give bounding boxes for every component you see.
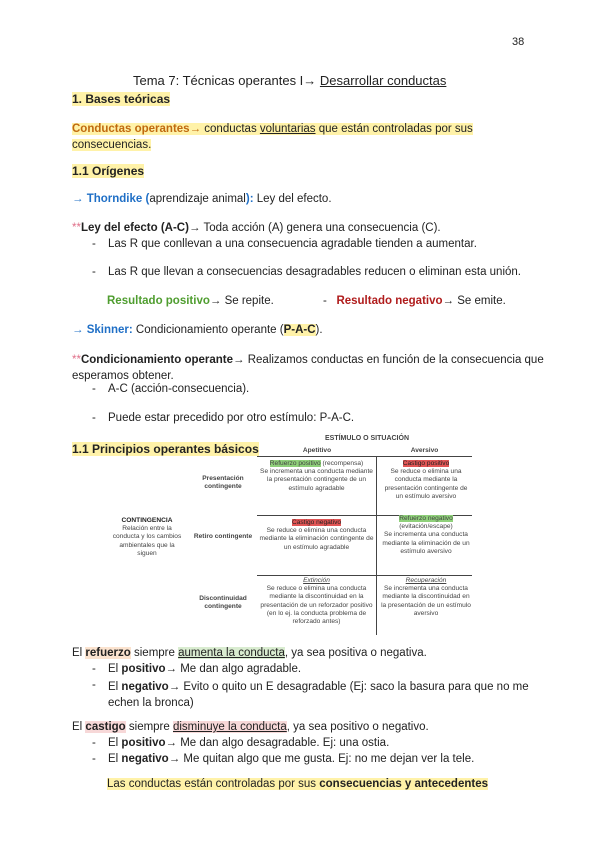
cond-title: Condicionamiento operante — [80, 354, 234, 366]
bullet-dash: - — [92, 753, 96, 765]
recuperacion-tag: Recuperación — [405, 577, 447, 584]
contingency-table — [112, 435, 473, 635]
table-row-group-title: CONTINGENCIA — [121, 517, 173, 524]
table-row-label: Presentación contingente — [202, 475, 244, 491]
bullet-dash: - — [92, 679, 96, 691]
bullet-dash: - — [92, 412, 96, 424]
table-col-aversivo: Aversivo — [410, 447, 439, 454]
cond-bullet-2: Puede estar precedido por otro estímulo: P-A-C. — [108, 412, 355, 424]
principles-heading: 1.1 Principios operantes básicos — [72, 442, 259, 456]
origins-heading: 1.1 Orígenes — [72, 164, 145, 178]
refuerzo-word: refuerzo — [85, 647, 131, 659]
castigo-mid: siempre — [125, 721, 173, 733]
refuerzo-pre: El — [72, 647, 86, 659]
castigo-bullet-1 — [108, 737, 389, 749]
page-number: 38 — [512, 36, 525, 48]
title-prefix: Tema 7: Técnicas operantes I→ — [133, 73, 320, 88]
refuerzo-post: , ya sea positiva o negativa. — [284, 647, 427, 659]
bullet-dash: - — [92, 266, 96, 278]
table-line — [257, 456, 472, 457]
bullet-dash: - — [92, 383, 96, 395]
table-row-group — [112, 517, 182, 558]
skinner-pac: P-A-C — [283, 324, 316, 336]
def-post: que están controladas por sus — [315, 123, 473, 135]
castigo-underlined: disminuye la conducta — [172, 721, 287, 733]
table-cell-text: Se reduce o elimina una conducta mediante la presentación contingente de un estímulo aversivo — [384, 468, 468, 500]
castigo-b1-rest: → Me dan algo desagradable. Ej: una ostia. — [165, 737, 390, 749]
table-cell-text: Se incrementa una conducta mediante la discontinuidad en la presentación de un estímulo aversivo — [381, 585, 471, 617]
result-negative — [323, 295, 506, 307]
cond-stars: ** — [72, 354, 81, 366]
skinner-close: ). — [315, 324, 323, 336]
thorndike-name: → Thorndike ( — [72, 193, 150, 205]
castigo-word: castigo — [85, 721, 126, 733]
castigo-b2-rest: → Me quitan algo que me gusta. Ej: no me dejan ver la tele. — [168, 753, 475, 765]
table-row-group-desc: Relación entre la conducta y los cambios ambientales que la siguen — [112, 525, 182, 557]
castigo-b1-label: positivo — [121, 737, 166, 749]
section-heading: 1. Bases teóricas — [72, 92, 171, 106]
result-negative-rest: → Se emite. — [442, 295, 506, 307]
refuerzo-negativo-tag: Refuerzo negativo — [399, 515, 453, 522]
bullet-dash: - — [92, 737, 96, 749]
page-title — [133, 73, 446, 88]
refuerzo-b1-label: positivo — [121, 663, 166, 675]
refuerzo-mid: siempre — [130, 647, 179, 659]
def-line2: consecuencias. — [72, 139, 152, 151]
cond-bullet-1: A-C (acción-consecuencia). — [108, 383, 250, 395]
refuerzo-positivo-tag: Refuerzo positivo — [269, 460, 321, 467]
result-positive-label: Resultado positivo — [107, 295, 210, 307]
table-tag-extra: (recompensa) — [320, 460, 364, 467]
refuerzo-line — [72, 647, 427, 659]
table-line — [257, 575, 472, 576]
table-cell-text: Se incrementa una conducta mediante la eliminación de un estímulo aversivo — [382, 531, 470, 555]
refuerzo-b2-rest: → Evito o quito un E desagradable (Ej: saco la basura para que no me — [168, 681, 529, 693]
def-pre: conductas — [201, 123, 260, 135]
skinner-rest: Condicionamiento operante ( — [132, 324, 284, 336]
thorndike-line — [72, 193, 332, 205]
thorndike-close: ): — [245, 193, 254, 205]
result-negative-label: Resultado negativo — [336, 295, 443, 307]
table-cell — [259, 577, 374, 633]
table-cell-text: Se incrementa una conducta mediante la presentación contingente de un estímulo agradable — [260, 468, 373, 492]
table-header: ESTÍMULO O SITUACIÓN — [325, 435, 409, 442]
table-cell — [380, 577, 472, 633]
table-cell — [259, 460, 374, 493]
conclusion-pre: Las conductas están controladas por sus — [107, 778, 320, 790]
castigo-positivo-tag: Castigo positivo — [402, 460, 450, 467]
table-cell-text: Se reduce o elimina una conducta mediante la discontinuidad en la presentación de un reforzador positivo (en lo ej. la conducta problema de reforzado antes) — [260, 585, 373, 626]
table-line — [376, 456, 377, 635]
castigo-b2-pre: El — [108, 753, 122, 765]
result-dash: - — [323, 295, 327, 307]
refuerzo-b1-rest: → Me dan algo agradable. — [165, 663, 302, 675]
extincion-tag: Extinción — [303, 577, 330, 584]
ley-line — [72, 222, 441, 234]
table-cell — [380, 460, 472, 501]
skinner-line — [72, 324, 323, 336]
refuerzo-b1-pre: El — [108, 663, 122, 675]
refuerzo-b2-label: negativo — [121, 681, 169, 693]
title-underlined: Desarrollar conductas — [319, 73, 447, 88]
def-voluntarias: voluntarias — [259, 123, 316, 135]
conclusion — [107, 778, 488, 790]
refuerzo-b2-line2: echen la bronca) — [108, 697, 194, 709]
cond-line2: esperamos obtener. — [72, 370, 174, 382]
table-tag-extra: (evitación/escape) — [399, 523, 453, 531]
table-cell — [259, 519, 374, 552]
ley-bullet-2: Las R que llevan a consecuencias desagradables reducen o eliminan esta unión. — [108, 266, 521, 278]
definition-paragraph — [72, 121, 473, 153]
ley-bullet-1: Las R que conllevan a una consecuencia agradable tienden a aumentar. — [108, 238, 477, 250]
ley-stars: ** — [72, 222, 81, 234]
thorndike-rest: Ley del efecto. — [253, 193, 332, 205]
castigo-negativo-tag: Castigo negativo — [291, 519, 342, 526]
thorndike-desc: aprendizaje animal — [149, 193, 246, 205]
table-row-label: Discontinuidad contingente — [199, 595, 247, 611]
table-col-apetitivo: Apetitivo — [302, 447, 332, 454]
conclusion-bold: consecuencias y antecedentes — [319, 778, 488, 790]
cond-paragraph — [72, 352, 544, 384]
castigo-b2-label: negativo — [121, 753, 169, 765]
castigo-bullet-2 — [108, 753, 474, 765]
table-cell — [380, 515, 472, 556]
refuerzo-underlined: aumenta la conducta — [178, 647, 285, 659]
refuerzo-b2-pre: El — [108, 681, 122, 693]
table-cell-text: Se reduce o elimina una conducta mediante la eliminación contingente de un estímulo agradable — [259, 527, 374, 551]
skinner-name: → Skinner: — [72, 324, 133, 336]
table-row-label: Retiro contingente — [193, 533, 253, 540]
result-positive-rest: → Se repite. — [209, 295, 274, 307]
castigo-pre: El — [72, 721, 86, 733]
refuerzo-bullet-1 — [108, 663, 301, 675]
castigo-b1-pre: El — [108, 737, 122, 749]
castigo-post: , ya sea positivo o negativo. — [286, 721, 429, 733]
ley-rest: → Toda acción (A) genera una consecuencia (C). — [188, 222, 441, 234]
result-positive — [107, 295, 274, 307]
def-term: Conductas operantes→ — [72, 123, 202, 135]
ley-title: Ley del efecto (A-C) — [80, 222, 189, 234]
bullet-dash: - — [92, 663, 96, 675]
cond-rest: → Realizamos conductas en función de la consecuencia que — [233, 354, 544, 366]
castigo-line — [72, 721, 429, 733]
bullet-dash: - — [92, 238, 96, 250]
refuerzo-bullet-2 — [108, 679, 529, 711]
